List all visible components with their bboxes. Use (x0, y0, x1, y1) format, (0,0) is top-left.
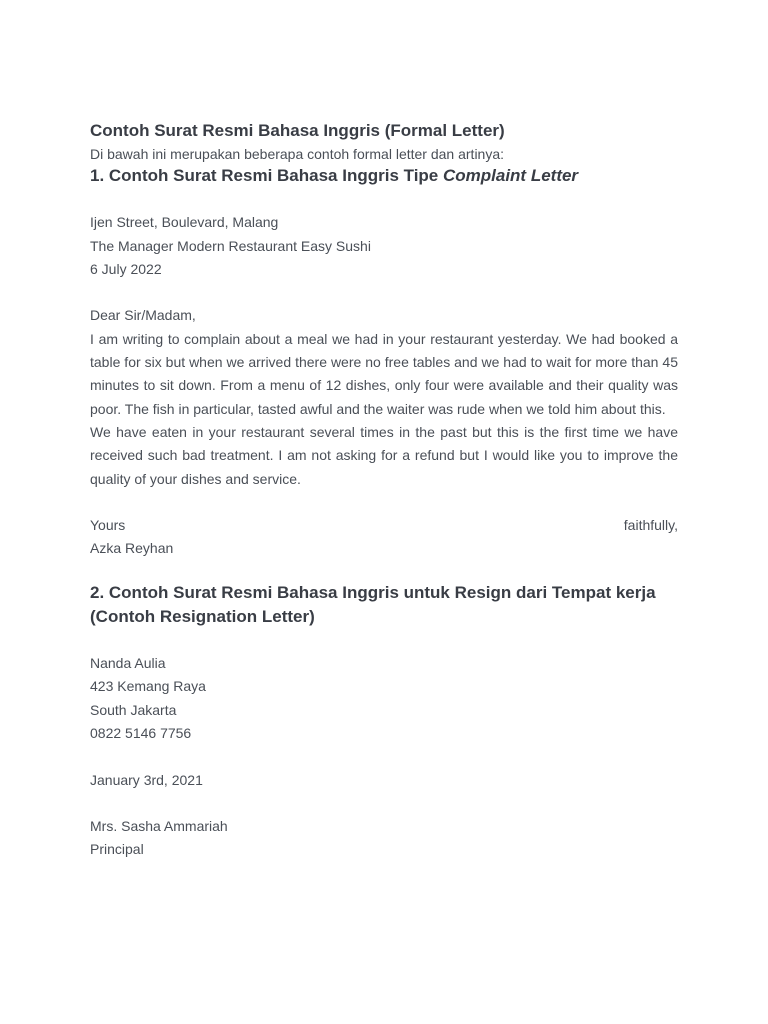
recipient-line: Principal (90, 841, 144, 858)
spacer (90, 281, 678, 304)
address-line: Ijen Street, Boulevard, Malang (90, 214, 279, 231)
spacer (90, 491, 678, 514)
sender-line: 423 Kemang Raya (90, 678, 206, 695)
letter-date: 6 July 2022 (90, 260, 162, 277)
sender-line: South Jakarta (90, 701, 177, 718)
spacer (90, 188, 678, 211)
document-subtitle: Di bawah ini merupakan beberapa contoh formal letter dan artinya: (90, 146, 505, 162)
spacer (90, 561, 678, 571)
signature: Azka Reyhan (90, 540, 174, 557)
spacer (90, 745, 678, 768)
address-line: The Manager Modern Restaurant Easy Sushi (90, 237, 371, 254)
recipient-line: Mrs. Sasha Ammariah (90, 818, 228, 835)
letter-paragraph: We have eaten in your restaurant several times in the past but this is the first time we have received such bad treatment. I am not asking for a refund but I would like you to improve the quality of your dishes and service. (90, 423, 678, 487)
document-title: Contoh Surat Resmi Bahasa Inggris (Formal Letter) (90, 121, 505, 140)
sender-line: Nanda Aulia (90, 655, 166, 672)
section2-heading: 2. Contoh Surat Resmi Bahasa Inggris untuk Resign dari Tempat kerja (Contoh Resignation Letter) (90, 582, 656, 626)
closing-left: Yours (90, 517, 126, 534)
closing-right: faithfully, (623, 517, 678, 534)
salutation: Dear Sir/Madam, (90, 307, 196, 324)
closing-line (90, 514, 678, 537)
section1-heading (90, 164, 678, 188)
section1-heading-prefix: 1. Contoh Surat Resmi Bahasa Inggris Tipe (90, 166, 443, 185)
letter-paragraph: I am writing to complain about a meal we had in your restaurant yesterday. We had booked a table for six but when we arrived there were no free tables and we had to wait for more than 45 minutes to sit down. From a menu of 12 dishes, only four were available and their quality was poor. The fish in particular, tasted awful and the waiter was rude when we told him about this. (90, 330, 678, 417)
spacer (90, 792, 678, 815)
sender-line: 0822 5146 7756 (90, 724, 192, 741)
spacer (90, 629, 678, 652)
section1-heading-italic: Complaint Letter (442, 166, 579, 185)
letter-date: January 3rd, 2021 (90, 771, 203, 788)
